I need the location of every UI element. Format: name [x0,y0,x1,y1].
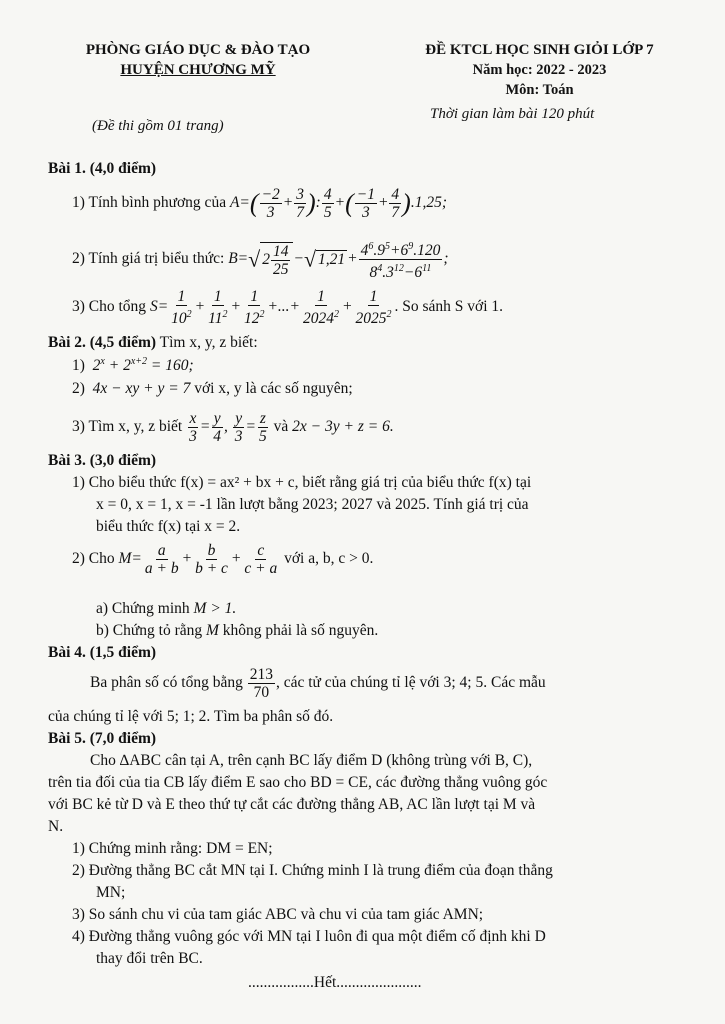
bai3-q2-text: 2) Cho [72,550,115,568]
bai3-q1-line3: biểu thức f(x) tại x = 2. [96,518,241,535]
time-limit: Thời gian làm bài 120 phút [430,106,595,122]
bai3-q2 [72,542,373,577]
footer-end: .................Hết...................... [248,974,422,991]
bai4-line1-b: , các tử của chúng tỉ lệ với 3; 4; 5. Các mẫu [275,674,546,692]
bai4-title: Bài 4. (1,5 điểm) [48,644,157,661]
bai2-q1 [72,356,194,375]
bai2-q1-formula: $2^x + 2^{x+2} = 160$; [88,356,194,375]
bai1-q1-text: 1) Tính bình phương của [72,194,227,212]
bai3-q1-line1: 1) Cho biểu thức f(x) = ax² + bx + c, biết rằng giá trị của biểu thức f(x) tại [72,474,532,491]
subject: Môn: Toán [505,82,574,98]
bai1-title: Bài 1. (4,0 điểm) [48,160,157,177]
bai2-q2-num: 2) [72,380,85,397]
bai3-qb-end: không phải là số nguyên. [218,622,379,639]
bai2-q1-num: 1) [72,357,85,375]
bai3-qa-text: a) Chứng minh [96,600,190,617]
exam-title: ĐỀ KTCL HỌC SINH GIỎI LỚP 7 [425,42,654,58]
bai3-q2-end: với a, b, c > 0. [280,550,374,568]
header-left [48,40,348,80]
bai3-qb-var: M [206,622,219,639]
bai5-q2a: 2) Đường thẳng BC cắt MN tại I. Chứng minh I là trung điểm của đoạn thẳng [72,862,553,879]
bai3-qa-formula: M > 1. [193,600,237,617]
bai1-q1 [72,186,447,221]
bai5-q4a: 4) Đường thẳng vuông góc với MN tại I luôn đi qua một điểm cố định khi D [72,928,546,945]
bai2-q3-and: và [269,418,293,436]
bai5-q2b: MN; [96,884,126,901]
bai4-fraction: $\frac{213}{70}$ [249,666,273,701]
bai4-line1 [90,666,546,701]
bai2-q2-formula: 4x − xy + y = 7 [88,380,191,397]
bai4-line1-a: Ba phân số có tổng bằng [90,674,243,692]
bai2-q3-formula: $\frac{x}{3}$ = $\frac{y}{4}$ , $\frac{y}{3}$ = $\frac{z}{5}$ [189,410,267,445]
bai5-p1: Cho ∆ABC cân tại A, trên cạnh BC lấy điểm D (không trùng với B, C), [90,752,533,769]
bai1-q3-end: . So sánh S với 1. [394,298,503,316]
bai2-title-rest: Tìm x, y, z biết: [156,334,258,351]
bai3-qb [96,622,378,640]
bai3-qb-text: b) Chứng tỏ rằng [96,622,203,639]
bai1-q2 [72,238,449,281]
bai1-q3 [72,288,503,327]
bai2-q3-equation: 2x − 3y + z = 6. [292,418,394,436]
bai4-line2: của chúng tỉ lệ với 5; 1; 2. Tìm ba phân số đó. [48,708,334,725]
bai5-title: Bài 5. (7,0 điểm) [48,730,157,747]
bai1-q2-formula: B=√ 2 $\frac{14}{25}$ −√ 1,21 + $\frac{4^6.9^5+6^9.120}{8^4.3^{12}-6^{11}}$ ; [228,250,448,267]
bai1-q3-text: 3) Cho tổng [72,298,147,316]
bai3-qa [96,600,236,618]
bai5-q1: 1) Chứng minh rằng: DM = EN; [72,840,273,857]
bai3-title: Bài 3. (3,0 điểm) [48,452,157,469]
bai3-q2-formula: M= $\frac{a}{a + b}$ + $\frac{b}{b + c}$ + $\frac{c}{c + a}$ [118,542,278,577]
bai2-title: Bài 2. (4,5 điểm) [48,334,157,351]
bai1-q3-formula: S= $\frac{1}{10^2}$ + $\frac{1}{11^2}$ + $\frac{1}{12^2}$ +...+ $\frac{1}{2024^2}$ + $\frac{1}{2025^2}$ [149,288,392,328]
department-name: PHÒNG GIÁO DỤC & ĐÀO TẠO [85,42,311,58]
district-name: HUYỆN CHƯƠNG MỸ [120,62,276,78]
bai3-q1-line2: x = 0, x = 1, x = -1 lần lượt bằng 2023; 2027 và 2025. Tính giá trị của [96,496,529,513]
bai1-q1-formula: A=( $\frac{-2}{3}$ + $\frac{3}{7}$ ): $\frac{4}{5}$ +( $\frac{-1}{3}$ + $\frac{4}{7}$ ).1,25; [229,186,448,221]
bai2-q3 [72,410,394,445]
bai1-q2-text: 2) Tính giá trị biểu thức: [72,250,225,268]
bai5-q3: 3) So sánh chu vi của tam giác ABC và chu vi của tam giác AMN; [72,906,484,923]
school-year: Năm học: 2022 - 2023 [472,62,607,78]
bai5-q4b: thay đổi trên BC. [96,950,203,967]
pages-note: (Đề thi gồm 01 trang) [92,118,224,134]
bai2-q2-text: với x, y là các số nguyên; [190,380,353,397]
bai5-p4: N. [48,818,64,835]
header-right [392,40,687,100]
bai5-p3: với BC kẻ từ D và E theo thứ tự cắt các đường thẳng AB, AC lần lượt tại M và [48,796,536,813]
bai5-p2: trên tia đối của tia CB lấy điểm E sao cho BD = CE, các đường thẳng vuông góc [48,774,548,791]
bai2-q3-text: 3) Tìm x, y, z biết [72,418,183,436]
bai2-q2 [72,380,353,398]
bai2-title-line [48,334,258,352]
